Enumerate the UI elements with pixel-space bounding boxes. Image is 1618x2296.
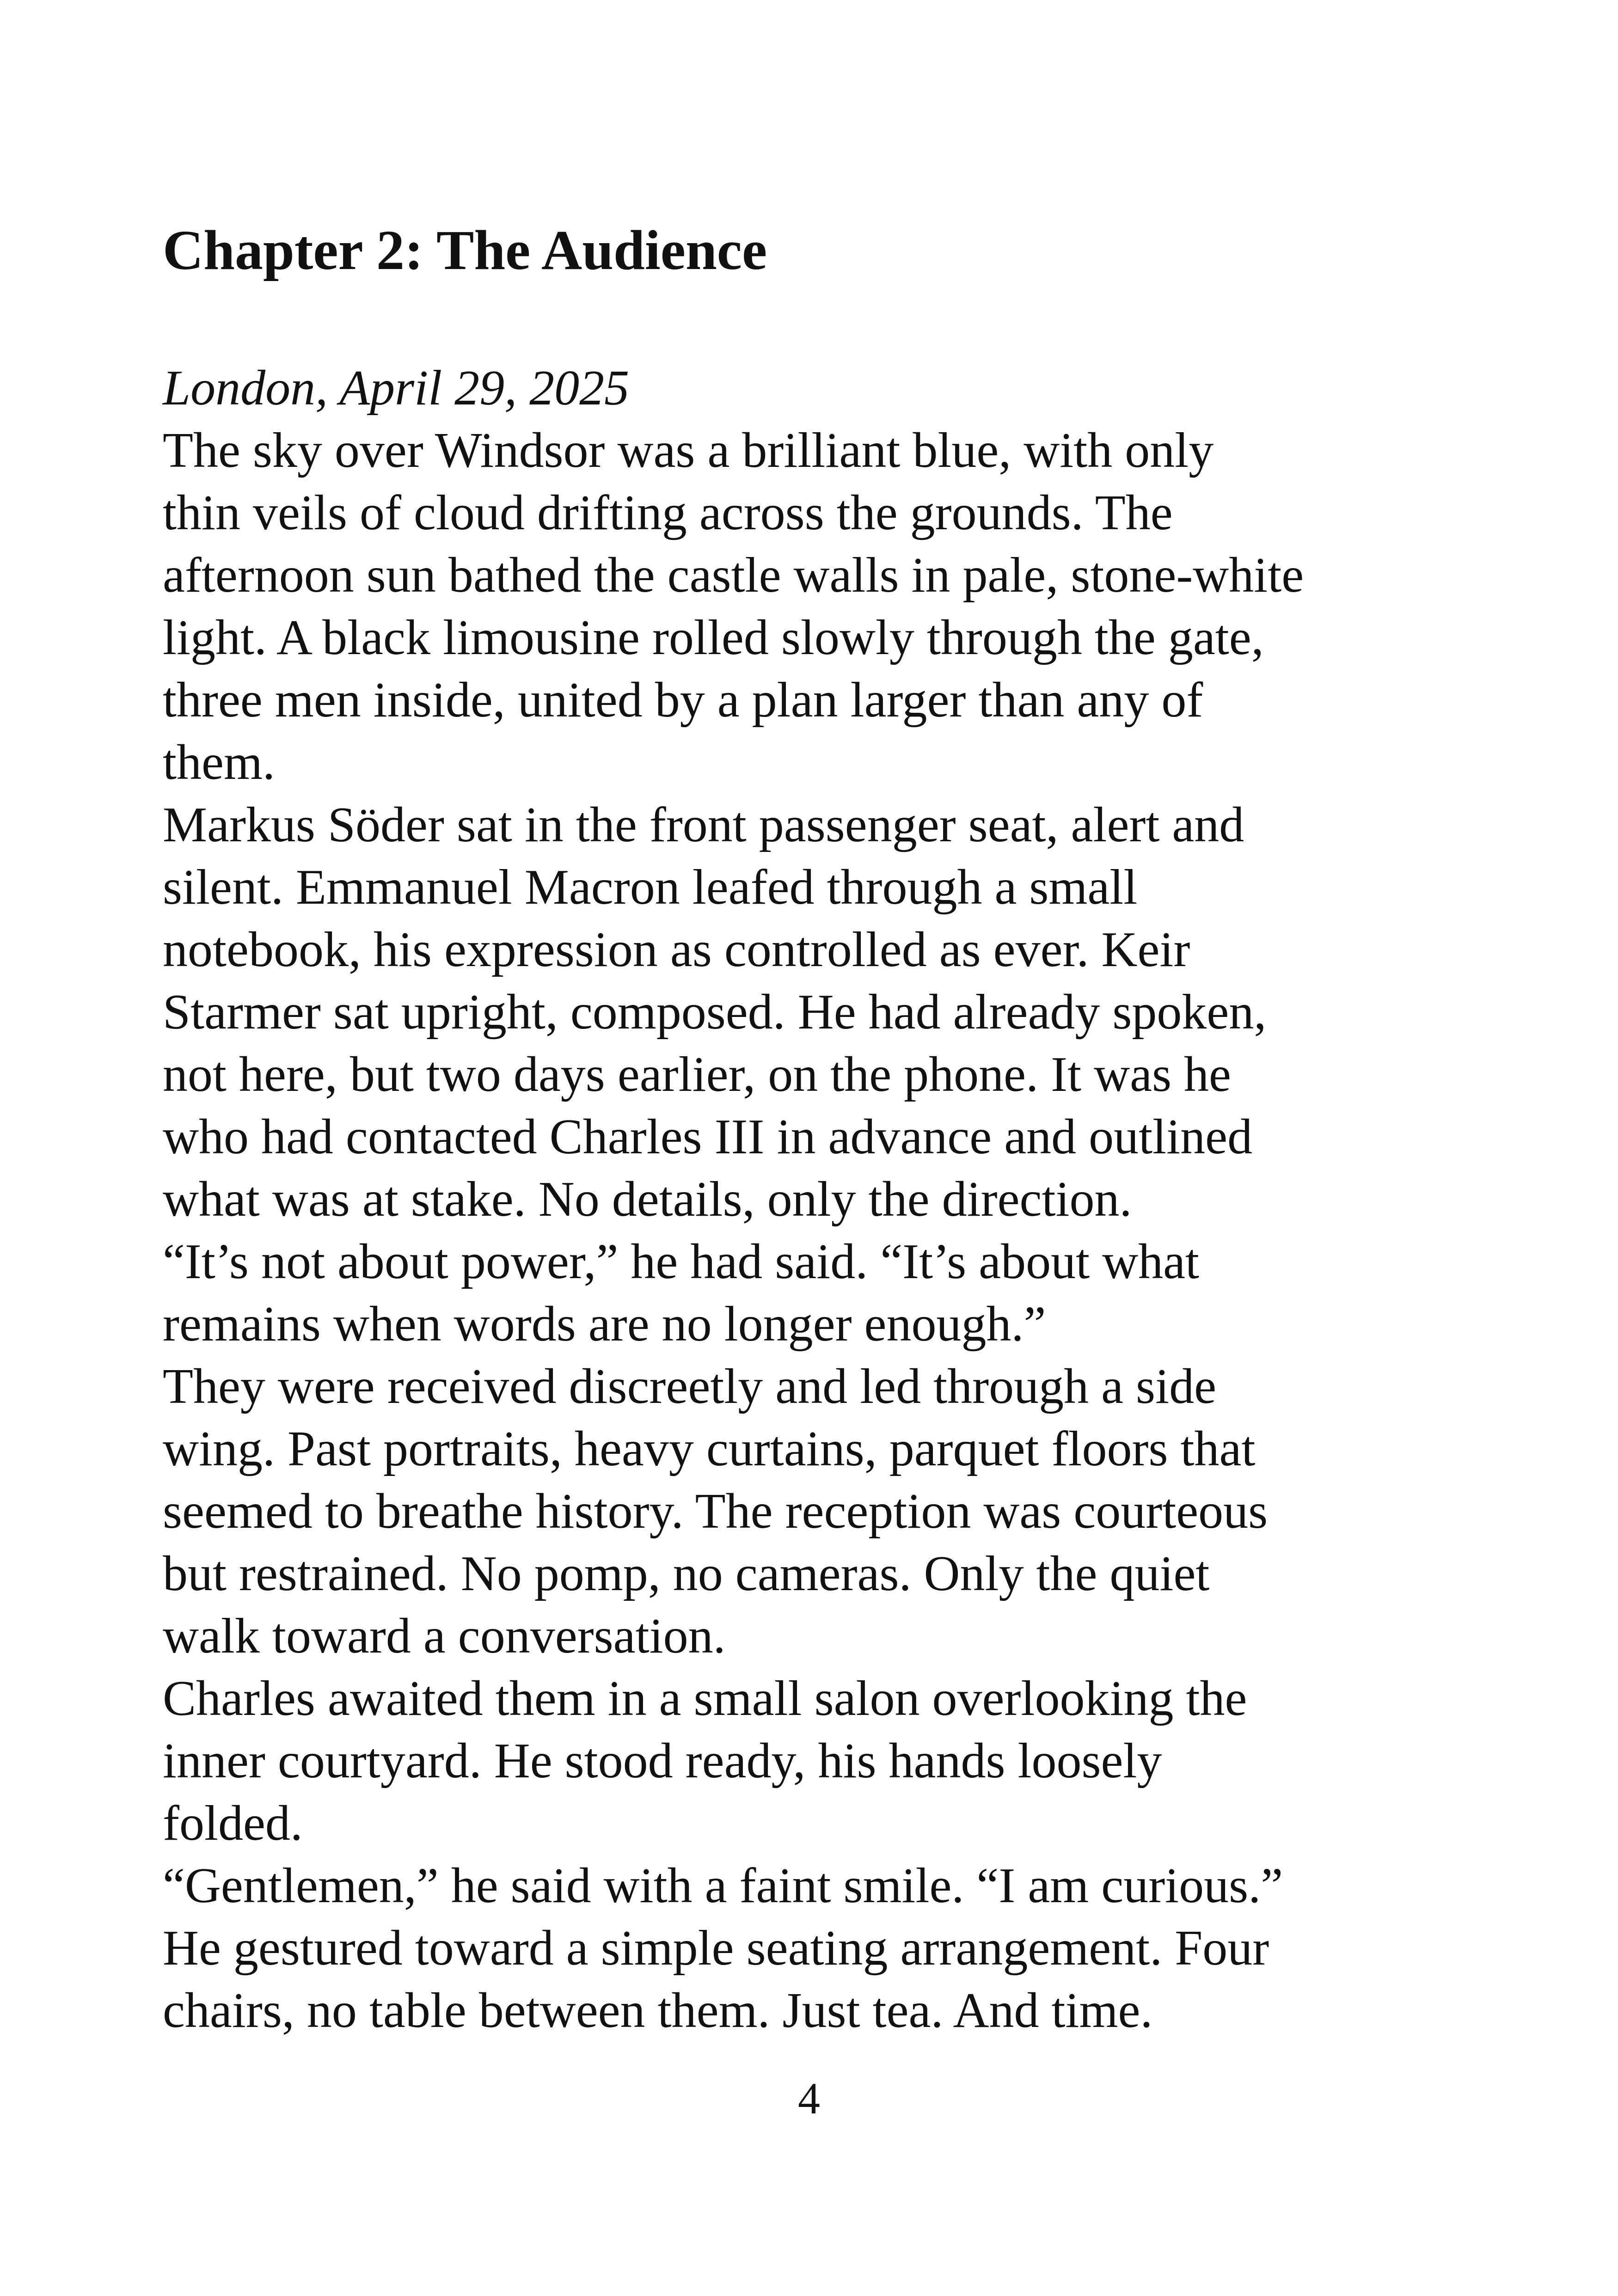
text-line: walk toward a conversation. [163, 1609, 726, 1664]
text-line: afternoon sun bathed the castle walls in pale, stone-white [163, 548, 1304, 603]
text-line: Charles awaited them in a small salon overlooking the [163, 1671, 1247, 1727]
text-line: He gestured toward a simple seating arrangement. Four [163, 1921, 1269, 1976]
page-number: 4 [798, 2074, 820, 2123]
text-line: notebook, his expression as controlled as ever. Keir [163, 922, 1190, 978]
text-line: three men inside, united by a plan larger than any of [163, 673, 1203, 728]
text-line: light. A black limousine rolled slowly through the gate, [163, 610, 1264, 666]
text-line: “It’s not about power,” he had said. “It’s about what [163, 1234, 1200, 1290]
text-line: chairs, no table between them. Just tea. And time. [163, 1983, 1153, 2039]
text-line: inner courtyard. He stood ready, his hands loosely [163, 1733, 1162, 1789]
text-line: folded. [163, 1796, 303, 1851]
text-line: what was at stake. No details, only the direction. [163, 1172, 1132, 1227]
body-text [163, 419, 1485, 2042]
text-line: silent. Emmanuel Macron leafed through a small [163, 860, 1138, 915]
text-line: but restrained. No pomp, no cameras. Only the quiet [163, 1546, 1210, 1602]
text-line: Markus Söder sat in the front passenger seat, alert and [163, 797, 1244, 853]
chapter-title: Chapter 2: The Audience [163, 219, 767, 282]
text-line: thin veils of cloud drifting across the grounds. The [163, 485, 1173, 541]
dateline: London, April 29, 2025 [163, 361, 630, 416]
text-line: who had contacted Charles III in advance and outlined [163, 1109, 1253, 1165]
text-line: wing. Past portraits, heavy curtains, parquet floors that [163, 1421, 1256, 1477]
text-line: The sky over Windsor was a brilliant blue, with only [163, 423, 1214, 478]
text-line: “Gentlemen,” he said with a faint smile. “I am curious.” [163, 1858, 1283, 1914]
text-line: seemed to breathe history. The reception was courteous [163, 1484, 1268, 1539]
text-line: They were received discreetly and led through a side [163, 1359, 1217, 1414]
text-line: Starmer sat upright, composed. He had already spoken, [163, 985, 1267, 1040]
text-line: them. [163, 735, 275, 790]
page-content [163, 218, 1485, 2042]
text-line: not here, but two days earlier, on the phone. It was he [163, 1047, 1231, 1102]
text-line: remains when words are no longer enough.” [163, 1297, 1046, 1352]
